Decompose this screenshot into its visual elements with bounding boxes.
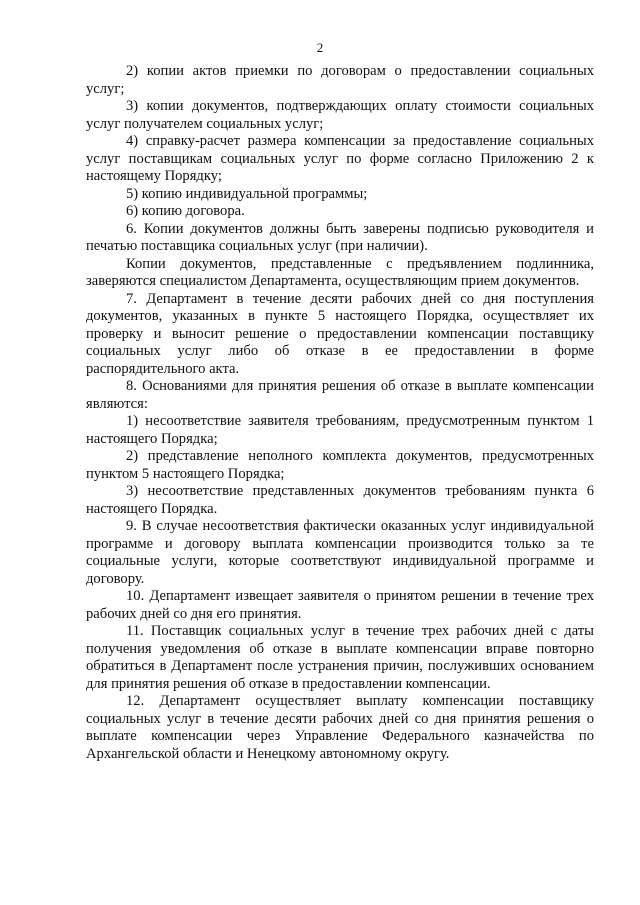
paragraph: 6) копию договора. bbox=[126, 203, 245, 219]
page-number: 2 bbox=[316, 40, 324, 55]
paragraph: 11. Поставщик социальных услуг в течение трех рабочих дней с даты получения уведомления об отказе в выплате компенсации вправе повторно обратиться в Департамент после устранения причин, послуживших основанием для принятия решения об отказе в предоставлении компенсации. bbox=[86, 623, 594, 692]
paragraph: 6. Копии документов должны быть заверены подписью руководителя и печатью поставщика социальных услуг (при наличии). bbox=[86, 220, 594, 254]
paragraph: 8. Основаниями для принятия решения об отказе в выплате компенсации являются: bbox=[86, 378, 594, 412]
paragraph: 2) копии актов приемки по договорам о предоставлении социальных услуг; bbox=[86, 63, 594, 97]
paragraph: 9. В случае несоответствия фактически оказанных услуг индивидуальной программе и договору выплата компенсации производится только за те социальные услуги, которые соответствуют индивидуальной программе и договору. bbox=[86, 518, 594, 587]
paragraph: 10. Департамент извещает заявителя о принятом решении в течение трех рабочих дней со дня его принятия. bbox=[86, 588, 594, 622]
paragraph: 3) несоответствие представленных документов требованиям пункта 6 настоящего Порядка. bbox=[86, 483, 594, 517]
paragraph: 1) несоответствие заявителя требованиям, предусмотренным пунктом 1 настоящего Порядка; bbox=[86, 413, 594, 447]
paragraph: 2) представление неполного комплекта документов, предусмотренных пунктом 5 настоящего Порядка; bbox=[86, 448, 594, 482]
paragraph: 7. Департамент в течение десяти рабочих дней со дня поступления документов, указанных в пункте 5 настоящего Порядка, осуществляет их проверку и выносит решение о предоставлении компенсации поставщику социальных услуг либо об отказе в ее предоставлении в форме распорядительного акта. bbox=[86, 290, 594, 377]
paragraph: 3) копии документов, подтверждающих оплату стоимости социальных услуг получателем социальных услуг; bbox=[86, 98, 594, 132]
paragraph: 4) справку-расчет размера компенсации за предоставление социальных услуг поставщикам социальных услуг по форме согласно Приложению 2 к настоящему Порядку; bbox=[86, 133, 594, 184]
paragraph: Копии документов, представленные с предъявлением подлинника, заверяются специалистом Департамента, осуществляющим прием документов. bbox=[86, 255, 594, 289]
paragraph: 12. Департамент осуществляет выплату компенсации поставщику социальных услуг в течение десяти рабочих дней со дня принятия решения о выплате компенсации через Управление Федерального казначейства по Архангельской области и Ненецкому автономному округу. bbox=[86, 693, 594, 762]
paragraph: 5) копию индивидуальной программы; bbox=[126, 185, 368, 202]
document-body bbox=[86, 63, 594, 763]
